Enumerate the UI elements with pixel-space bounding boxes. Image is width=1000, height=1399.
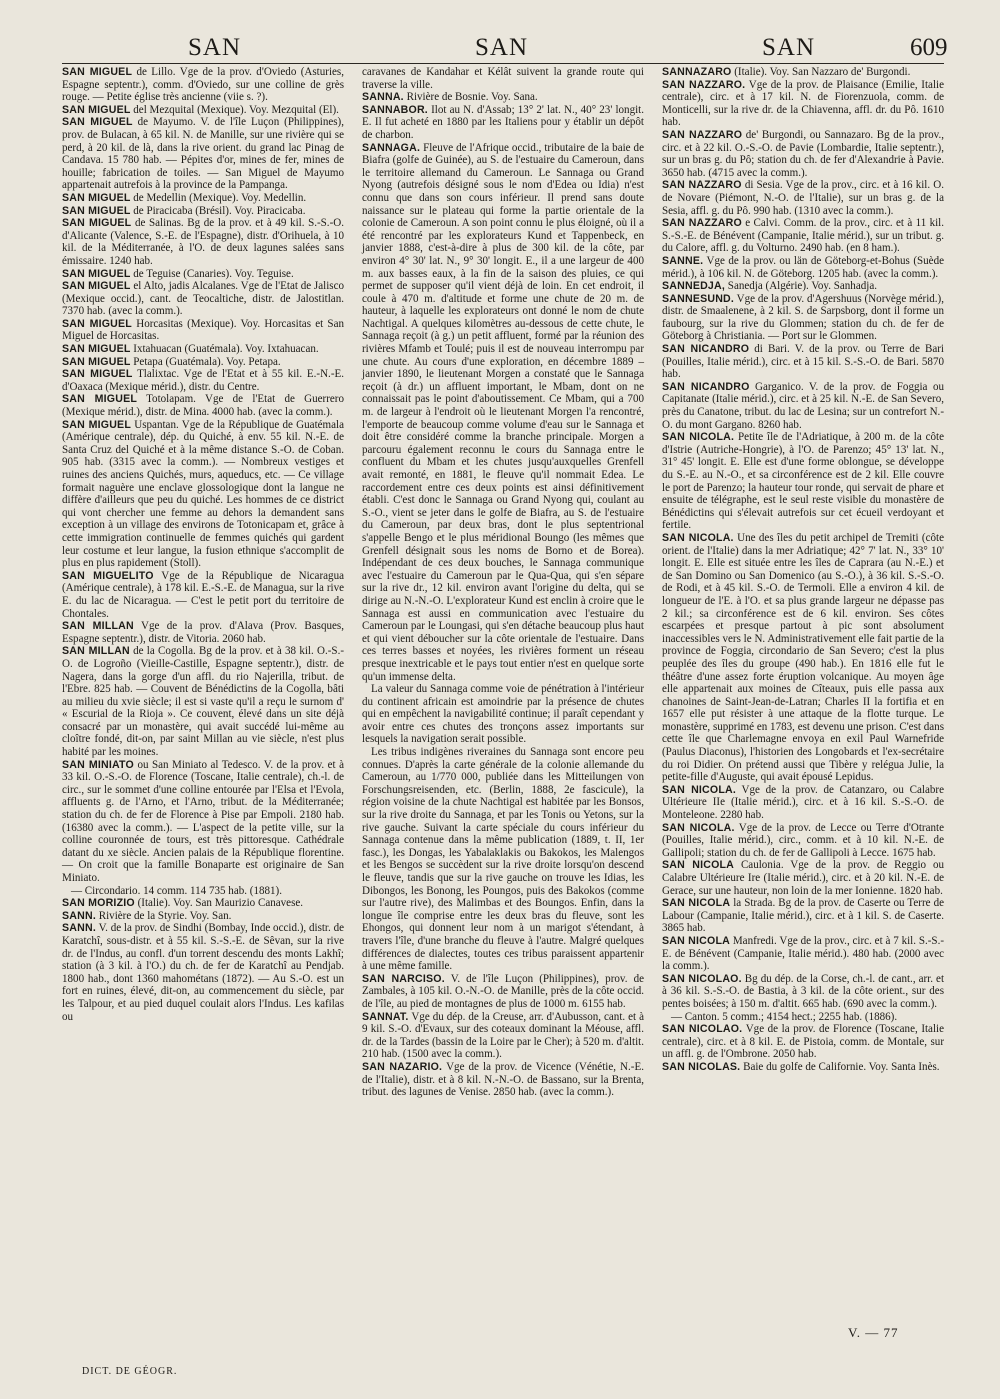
running-head-right: SAN: [762, 34, 816, 61]
entry-text: Vge de la prov. de Florence (Toscane, Italie centrale), circ. et à 8 kil. E. de Pistoia, comm. de Montale, sur un affl. g. de l'Ombrone. 2050 hab.: [662, 1023, 945, 1061]
entry-text: Petite île de l'Adriatique, à 200 m. de la côte d'Istrie (Autriche-Hongrie), à l'O. de Parenzo; 45° 13' lat. N., 31° 45' longit. E. Elle est d'une forme oblongue, se développe du S.-E. au N.-O., et sa circonférence est de 2 kil. Elle couvre le port de Parenzo; la hauteur tour ronde, qui servait de phare et ensuite de télégraphe, est le seul reste visible du monastère de Bénédictins qui s'élevait autrefois sur cet écueil verdoyant et fertile.: [662, 431, 945, 532]
entry-headword: SAN MIGUEL: [62, 191, 131, 204]
entry-headword: SAN MIGUEL: [62, 103, 131, 116]
entry-text: Vge de la prov. de Vicence (Vénétie, N.-E. de l'Italie), distr. et à 8 kil. N.-N.-O. de Bassano, sur la Brenta, tribut. des lagunes de Venise. 2850 hab. (avec la comm.).: [362, 1060, 644, 1099]
dictionary-entry: [362, 91, 644, 104]
entry-text: de Salinas. Bg de la prov. et à 49 kil. S.-S.-O. d'Alicante (Valence, S.-E. de l'Espagne), distr. d'Orihuela, à 10 kil. de la Méditerranée, à l'O. de deux lagunes salées sans émissaire. 1240 hab.: [62, 217, 344, 267]
entry-headword: SAN MIGUEL: [62, 418, 131, 431]
entry-text: Les tribus indigènes riveraines du Sannaga sont encore peu connues. D'après la carte générale de la colonie allemande du Cameroun, au 1/770 000, publiée dans les Mitteilungen von Forschungsreisenden, etc. (Berlin, 1888, 2e fascicule), la région voisine de la chute Nachtigal est habitée par les Bonsos, sur la rive droite du Sannaga, et par les Tonis ou Yetons, sur la rive gauche. Suivant la carte spéciale du cours inférieur du Sannaga contenue dans la même publication (1889, t. II, 1er fasc.), les Dongas, les Yabalaklakis ou Bakokos, les Malengos et les Bengos se succèdent sur la rive droite lorsqu'on descend le fleuve, tandis que sur la rive gauche on trouve les Idias, les Dibongos, les Bonong, les Poungos, puis des Bakokos (comme sur l'autre rive), des Malimbas et des Boungos. Enfin, dans la longue île comprise entre les deux bras du fleuve, sont les Ehongos, qui donnent leur nom à un marigot s'étendant, à travers l'île, d'une branche du fleuve à l'autre. Malgré quelques différences de dialectes, toutes ces tribus paraissent appartenir à une même famille.: [362, 746, 644, 973]
entry-headword: SAN NICOLA.: [662, 783, 737, 796]
dictionary-entry: [62, 268, 344, 281]
entry-headword: SANNAGA.: [362, 141, 421, 154]
dictionary-entry: [662, 66, 944, 79]
dictionary-entry: [362, 973, 644, 1011]
entry-text: Horcasitas (Mexique). Voy. Horcasitas et San Miguel de Horcasitas.: [62, 317, 344, 343]
entry-text: Vge de la prov. ou län de Göteborg-et-Bohus (Suède mérid.), à 106 kil. N. de Göteborg. 1205 hab. (avec la comm.).: [662, 254, 944, 280]
entry-text: (Italie). Voy. San Maurizio Canavese.: [137, 897, 304, 910]
entry-headword: SAN MIGUEL: [62, 355, 131, 368]
entry-headword: SANNA.: [362, 91, 404, 104]
dictionary-entry: [362, 1011, 644, 1061]
entry-headword: SAN NICOLA.: [662, 821, 735, 834]
entry-headword: SAN MIGUEL: [62, 317, 132, 330]
entry-headword: SAN NICOLAO.: [662, 972, 742, 985]
entry-headword: SAN NICOLA.: [662, 431, 735, 444]
page-number: 609: [910, 34, 948, 61]
entry-headword: SAN NARCISO.: [362, 972, 445, 985]
dictionary-entry: [62, 897, 344, 910]
entry-headword: SANNAZARO: [662, 66, 732, 78]
dictionary-entry: [62, 759, 344, 885]
dictionary-entry: [62, 343, 344, 356]
entry-headword: SAN NAZZARO: [662, 217, 742, 230]
entry-text: Vge de la prov. de Lecce ou Terre d'Otrante (Pouilles, Italie mérid.), circ., comm. et à 10 kil. N.-E. de Gallipoli; station du ch. de fer de Gallipoli à Lecce. 1675 hab.: [662, 821, 944, 859]
entry-text: Tlalixtac. Vge de l'Etat et à 55 kil. E.-N.-E. d'Oaxaca (Mexique mérid.), distr. du Centre.: [62, 368, 345, 393]
entry-text: de Piracicaba (Brésil). Voy. Piracicaba.: [133, 204, 306, 217]
dictionary-entry: [662, 217, 944, 255]
entry-text: del Mezquital (Mexique). Voy. Mezquital (El).: [133, 103, 339, 116]
dictionary-entry: [362, 142, 644, 684]
entry-text: el Alto, jadis Alcalanes. Vge de l'Etat de Jalisco (Mexique occid.), cant. de Teocaltiche, distr. de Jalostitlan. 7370 hab. (avec la comm.).: [62, 280, 344, 318]
entry-text: La valeur du Sannaga comme voie de pénétration à l'intérieur du continent africain est amoindrie par la présence de chutes qui en empêchent la navigabilité continue; il paraît cependant y avoir entre ces chutes des tronçons assez importants sur lesquels la navigation serait possible.: [362, 683, 644, 746]
entry-headword: SANNE.: [662, 254, 704, 267]
entry-text: Ixtahuacan (Guatémala). Voy. Ixtahuacan.: [133, 343, 319, 356]
dictionary-entry: [662, 784, 944, 822]
entry-text: Caulonia. Vge de la prov. de Reggio ou Calabre Ultérieure Ire (Italie mérid.), circ. et à 20 kil. N.-E. de Gerace, sur une hauteur, non loin de la mer Ionienne. 1820 hab.: [662, 859, 945, 897]
entry-text: Petapa (Guatémala). Voy. Petapa.: [133, 355, 281, 368]
entry-headword: SAN NICOLA.: [662, 531, 734, 544]
dictionary-entry: [62, 116, 344, 192]
entry-headword: SAN NICOLA: [662, 934, 730, 947]
dictionary-entry: [362, 683, 644, 746]
entry-headword: SAN NICOLA: [662, 859, 735, 872]
entry-text: Vge de la prov. de Plaisance (Emilie, Italie centrale), circ. et à 17 kil. N. de Fiorenzuola, comm. de Monticelli, sur la rive dr. de la Chiavenna, affl. dr. du Pô. 1610 hab.: [662, 78, 944, 129]
text-column-right: [662, 66, 944, 1074]
entry-text: Fleuve de l'Afrique occid., tributaire de la baie de Biafra (golfe de Guinée), au S. de l'estuaire du Cameroun, dans le territoire allemand du Cameroun. Le Sannaga ou Grand Nyong (autrefois désigné sous le nom d'Edea ou Idia) n'est connu que dans son cours inférieur. Il prend sans doute naissance sur le plateau qui forme la partie orientale de la colonie de Cameroun. A son point connu le plus éloigné, où il a été rencontré par les explorateurs Kund et Tappenbeck, en janvier 1888, c'est-à-dire à plus de 300 kil. de la côte, par environ 4° 30' lat. N., 9° 30' longit. E., il a une largeur de 400 m. aux basses eaux, à la fin de la saison des pluies, ce qui permet de supposer qu'il vient déjà de loin. En cet endroit, il coule à 470 m. d'altitude et forme une chute de 20 m. de hauteur, à laquelle les explorateurs ont donné le nom de chute Nachtigal. A quelques kilomètres au-dessous de cette chute, le Sannaga reçoit (à g.) un petit affluent, formé par la réunion des rivières Mfamb et Toulé; puis il est de nouveau interrompu par une chute. Au cours d'une exploration, en décembre 1889 – janvier 1890, le lieutenant Morgen a constaté que le Sannaga reçoit (à dr.) un affluent important, le Mbam, dont on ne connaissait pas le point d'aboutissement. Ce Mbam, qui a 700 m. de largeur à l'endroit où le lieutenant Morgen l'a rencontré, l'emporte de beaucoup comme volume d'eau sur le Sannaga et doit être considéré comme la branche principale. Morgen a parcouru également reconnu le cours du Sannaga entre le confluent du Mbam et les chutes jusqu'auxquelles Grenfell avait remonté, en 1881, le fleuve qu'il nommait Edea. Le raccordement entre ces deux points est ainsi définitivement établi. C'est donc le Sannaga ou Grand Nyong qui, coulant au S.-O., vient se jeter dans le golfe de Biafra, au S. de l'estuaire du Cameroun, par deux bras, dont le plus septentrional s'appelle Bengo et le plus méridional Boungo (les mêmes que Grenfell désignait sous les noms de Borno et de Borea). Indépendant de ces deux bouches, le Sannaga communique avec l'estuaire du Cameroun par le Qua-Qua, qui s'en sépare sur la rive dr., 12 kil. environ avant l'origine du delta, qui se dirige au N.-N.-O. L'explorateur Kund est enclin à croire que le Sannaga est aussi en communication avec l'estuaire du Cameroun par le Loungasi, qui s'en détache beaucoup plus haut et qui vient déboucher sur la côte orientale de l'estuaire. Dans ces terres basses et noyées, les rivières forment un réseau presque inextricable et le pays tout entier n'est en quelque sorte qu'un immense delta.: [362, 141, 644, 683]
entry-headword: SAN NAZZARO: [662, 128, 743, 141]
dictionary-entry: [662, 935, 944, 973]
dictionary-entry: [62, 393, 344, 418]
entry-text: la Strada. Bg de la prov. de Caserte ou Terre de Labour (Campanie, Italie mérid.), circ. et à 1 kil. S. de Caserte. 3865 hab.: [662, 897, 944, 935]
entry-headword: SANN.: [62, 909, 96, 922]
entry-headword: SANNABOR.: [362, 103, 428, 116]
dictionary-entry: [662, 179, 944, 217]
dictionary-entry: [662, 897, 944, 935]
entry-text: Totolapam. Vge de l'Etat de Guerrero (Mexique mérid.), distr. de Mina. 4000 hab. (avec la comm.).: [62, 393, 344, 419]
dictionary-entry: [62, 910, 344, 923]
entry-text: Ilot au N. d'Assab; 13° 2' lat. N., 40° 23' longit. E. Il fut acheté en 1880 par les Italiens pour y établir un dépôt de charbon.: [362, 103, 644, 141]
entry-text: ou San Miniato al Tedesco. V. de la prov. et à 33 kil. O.-S.-O. de Florence (Toscane, Italie centrale), ch.-l. de circ., sur le sommet d'une colline entourée par l'Elsa et l'Evola, affluents g. de l'Arno, et l'Arno, tribut. de la Méditerranée; station du ch. de fer de Florence à Pise par Empoli. 2180 hab. (16380 avec la comm.). — L'aspect de la petite ville, sur la colline couronnée de tours, est très pittoresque. Cathédrale datant du xe siècle. Ancien palais de la République florentine. — On croit que la famille Bonaparte est originaire de San Miniato.: [62, 758, 344, 884]
entry-text: Uspantan. Vge de la République de Guatémala (Amérique centrale), dép. du Quiché, à env. 55 kil. N.-E. de Santa Cruz del Quiché et à la même distance S.-O. de Coban. 905 hab. (3315 avec la comm.). — Nombreux vestiges et ruines des anciens Quichés, murs, aqueducs, etc. — Ce village formait naguère une enclave glossologique dont la langue ne diffère d'ailleurs que peu du quiché. Les hommes de ce district qui vont chercher une femme au dehors la demandent sans exception à un village des environs de Totonicapam et, grâce à cette immigration continuelle de femmes quichés qui gardent leur costume et leur langue, la fusion ethnique s'accomplit de plus en plus rapidement (Stoll).: [62, 418, 345, 570]
entry-headword: SAN MIGUEL: [62, 368, 133, 381]
dictionary-entry: [662, 1011, 944, 1024]
entry-text: (Italie). Voy. San Nazzaro de' Burgondi.: [734, 66, 911, 78]
entry-headword: SANNEDJA,: [662, 280, 726, 293]
entry-headword: SANN.: [62, 922, 96, 935]
footer-title: DICT. DE GÉOGR.: [82, 1366, 178, 1377]
entry-headword: SAN NICOLAS.: [662, 1060, 741, 1073]
text-column-middle: [362, 66, 644, 1099]
dictionary-entry: [62, 570, 344, 620]
entry-text: e Calvi. Comm. de la prov., circ. et à 11 kil. S.-S.-E. de Bénévent (Campanie, Italie mérid.), sur un tribut. g. du Calore, affl. g. du Volturno. 2490 hab. (en 8 ham.).: [662, 217, 945, 255]
dictionary-entry: [62, 104, 344, 117]
dictionary-entry: [362, 104, 644, 142]
running-header: [0, 28, 1000, 68]
entry-headword: SAN NAZZARO.: [662, 78, 746, 91]
entry-text: Rivière de Bosnie. Voy. Sana.: [406, 91, 538, 104]
entry-headword: SANNAT.: [362, 1010, 409, 1023]
entry-headword: SAN MIGUEL: [62, 393, 138, 406]
entry-headword: SANNESUND.: [662, 292, 735, 305]
entry-text: Vge du dép. de la Creuse, arr. d'Aubusson, cant. et à 9 kil. S.-O. d'Evaux, sur des coteaux dominant la Méouse, affl. dr. de la Tardes (bassin de la Loire par le Cher); à 520 m. d'altit. 210 hab. (1500 avec la comm.).: [362, 1010, 644, 1061]
signature-mark: V. — 77: [848, 1325, 899, 1340]
dictionary-entry: [662, 343, 944, 381]
entry-text: Une des îles du petit archipel de Tremiti (côte orient. de l'Italie) dans la mer Adriatique; 42° 7' lat. N., 33° 10' longit. E. Elle est située entre les îles de Caprara (au N.-E.) et de San Domino ou San Domenico (au S.-O.), à 36 kil. S.-S.-O. de Rodi, et à 45 kil. S.-O. de Termoli. Elle a environ 4 kil. de longueur de l'E. à l'O. et sa plus grande largeur ne dépasse pas 2 kil.; sa circonférence est de 6 kil. environ. Ses côtes escarpées et presque partout à pic sont absolument inaccessibles vers le N. Administrativement elle fait partie de la province de Foggia, circondario de San Severo; c'est la plus peuplée des îles du groupe (490 hab.). En 1816 elle fut le théâtre d'une assez forte éruption volcanique. Au moyen âge elle appartenait aux moines de Cîteaux, puis elle passa aux chanoines de Saint-Jean-de-Latran; Charles II la fortifia et en 1657 elle put résister à une attaque de la flotte turque. Le monastère, supprimé en 1783, est devenu une prison. C'est dans cette île que Charlemagne envoya en exil Paul Warnefride (Paulus Diaconus), l'historien des Longobards et l'ex-secrétaire du roi Didier. On prétend aussi que Tibère y relégua Julie, la petite-fille d'Auguste, qui avait épousé Lepidus.: [662, 531, 945, 784]
dictionary-entry: [662, 381, 944, 431]
entry-headword: SAN MIGUEL: [62, 217, 132, 230]
entry-headword: SAN MILLAN: [62, 620, 134, 633]
entry-text: Vge de la prov. d'Alava (Prov. Basques, Espagne septentr.), distr. de Vitoria. 2060 hab.: [62, 620, 344, 645]
entry-text: Sanedja (Algérie). Voy. Sanhadja.: [727, 280, 877, 293]
entry-text: di Bari. V. de la prov. ou Terre de Bari (Pouilles, Italie mérid.), circ. et à 15 kil. S.-S.-O. de Bari. 5870 hab.: [662, 343, 944, 381]
entry-text: Manfredi. Vge de la prov., circ. et à 7 kil. S.-S.-E. de Bénévent (Campanie, Italie mérid.). 480 hab. (2000 avec la comm.).: [662, 934, 945, 973]
entry-text: V. de la prov. de Sindhi (Bombay, Inde occid.), distr. de Karatchî, sous-distr. et à 55 kil. S.-S.-E. de Sêvan, sur la rive dr. de l'Indus, au confl. d'un torrent descendu des monts Lakhî; station (à 3 kil. à l'O.) du ch. de fer de Karatchî au Pendjab. 1800 hab., dont 1360 mahométans (1872). — Au S.-O. est un fort en ruines, élevé, dit-on, au commencement du siècle, par les Talpour, et au pied duquel coulait alors l'Indus. Les kafilas ou: [62, 922, 344, 1023]
dictionary-entry: [62, 885, 344, 898]
dictionary-entry: [62, 318, 344, 343]
entry-text: Vge de la République de Nicaragua (Amérique centrale), à 178 kil. E.-S.-E. de Managua, sur la rive E. du lac de Nicaragua. — C'est le petit port du territoire de Chontales.: [62, 569, 344, 620]
dictionary-entry: [62, 66, 344, 104]
dictionary-entry: [62, 280, 344, 318]
entry-text: Baie du golfe de Californie. Voy. Santa Inès.: [743, 1060, 940, 1073]
entry-text: Vge de la prov. de Catanzaro, ou Calabre Ultérieure IIe (Italie mérid.), circ. et à 16 kil. S.-S.-O. de Monteleone. 2280 hab.: [662, 783, 944, 822]
entry-headword: SAN MIGUEL: [62, 267, 131, 280]
dictionary-entry: [662, 859, 944, 897]
dictionary-entry: [62, 368, 344, 393]
dictionary-entry: [662, 280, 944, 293]
entry-text: V. de l'île Luçon (Philippines), prov. de Zambales, à 105 kil. O.-N.-O. de Manille, près de la côte occid. de l'île, au pied de montagnes de plus de 1000 m. 6155 hab.: [362, 972, 644, 1010]
entry-headword: SAN MILLAN: [62, 645, 130, 658]
entry-headword: SAN NAZARIO.: [362, 1060, 443, 1073]
entry-text: di Sesia. Vge de la prov., circ. et à 16 kil. O. de Novare (Piémont, N.-O. de l'Italie), sur un bras g. de la Sesia, affl. g. du Pô. 990 hab. (1310 avec la comm.).: [662, 179, 944, 217]
entry-text: — Circondario. 14 comm. 114 735 hab. (1881).: [71, 884, 282, 897]
entry-text: Rivière de la Styrie. Voy. San.: [98, 909, 232, 922]
entry-headword: SAN MIGUEL: [62, 280, 131, 293]
entry-text: de Lillo. Vge de la prov. d'Oviedo (Asturies, Espagne septentr.), comm. d'Oviedo, sur une colline de grès rouge. — Petite église très ancienne (viie s. ?).: [62, 66, 344, 104]
entry-headword: SAN MIGUELITO: [62, 569, 154, 582]
entry-headword: SAN NICOLAO.: [662, 1023, 743, 1036]
running-head-left: SAN: [188, 34, 242, 61]
entry-text: caravanes de Kandahar et Kélât suivent la grande route qui traverse la ville.: [362, 66, 644, 91]
entry-headword: SAN MIGUEL: [62, 343, 131, 356]
dictionary-entry: [662, 293, 944, 343]
dictionary-entry: [662, 79, 944, 129]
entry-headword: SAN NICANDRO: [662, 343, 750, 356]
entry-headword: SAN MIGUEL: [62, 116, 133, 129]
entry-text: de Mayumo. V. de l'île Luçon (Philippines), prov. de Bulacan, à 65 kil. N. de Manille, sur une rivière qui se perd, à 20 kil. de là, dans la rive orient. du grand lac Pinag de Candava. 15 780 hab. — Pépites d'or, mines de fer, mines de houille; fabrication de toiles. — San Miguel de Mayumo appartenait autrefois à la province de la Pampanga.: [62, 116, 344, 192]
entry-headword: SAN NAZZARO: [662, 179, 742, 192]
entry-text: de Medellin (Mexique). Voy. Medellin.: [133, 191, 307, 204]
entry-headword: SAN MORIZIO: [62, 897, 135, 910]
entry-headword: SAN NICANDRO: [662, 380, 750, 393]
dictionary-entry: [62, 356, 344, 369]
dictionary-entry: [362, 66, 644, 91]
entry-headword: SAN MIGUEL: [62, 66, 133, 78]
dictionary-entry: [662, 255, 944, 280]
dictionary-entry: [62, 922, 344, 1023]
dictionary-entry: [662, 822, 944, 860]
text-column-left: [62, 66, 344, 1023]
entry-headword: SAN NICOLA: [662, 897, 731, 910]
entry-text: de la Cogolla. Bg de la prov. et à 38 kil. O.-S.-O. de Logroño (Vieille-Castille, Espagne septentr.), distr. de Nagera, dans la gorge d'un affl. du rio Najerilla, tribut. de l'Ebre. 825 hab. — Couvent de Bénédictins de la Cogolla, bâti au milieu du xvie siècle; il est si vaste qu'il a reçu le surnom d' « Escurial de la Rioja ». Ce couvent, élevé dans un site déjà consacré par un monastère, qui avait succédé lui-même au cloître fondé, dit-on, par saint Millan au vie siècle, n'est plus habité par les moines.: [62, 645, 345, 759]
entry-headword: SAN MINIATO: [62, 758, 134, 771]
running-head-center: SAN: [475, 34, 529, 61]
dictionary-entry: [662, 973, 944, 1011]
dictionary-entry: [662, 532, 944, 784]
dictionary-entry: [362, 746, 644, 973]
entry-text: Vge de la prov. d'Agershuus (Norvège mérid.), distr. de Smaalenene, à 2 kil. S. de Sarpsborg, dont il forme un faubourg, sur la rive du Glommen; station du ch. de fer de Göteborg à Christiania. — Port sur le Glommen.: [662, 292, 944, 343]
dictionary-entry: [662, 1023, 944, 1061]
dictionary-entry: [662, 431, 944, 532]
entry-text: de' Burgondi, ou Sannazaro. Bg de la prov., circ. et à 22 kil. O.-S.-O. de Pavie (Lombardie, Italie septentr.), sur un bras g. du Pô; station du ch. de fer d'Alexandrie à Pavie. 3650 hab. (4715 avec la comm.).: [662, 128, 944, 179]
header-rule: [62, 63, 944, 64]
dictionary-entry: [62, 192, 344, 205]
entry-text: — Canton. 5 comm.; 4154 hect.; 2255 hab. (1886).: [671, 1010, 898, 1023]
entry-headword: SAN MIGUEL: [62, 204, 131, 217]
entry-text: Garganico. V. de la prov. de Foggia ou Capitanate (Italie mérid.), circ. et à 25 kil. N.-E. de San Severo, près du Canatone, tribut. du lac de Lesina; sur un contrefort N.-O. du mont Gargano. 8260 hab.: [662, 380, 945, 431]
dictionary-entry: [62, 645, 344, 758]
dictionary-entry: [662, 1061, 944, 1074]
entry-text: de Teguise (Canaries). Voy. Teguise.: [133, 267, 294, 280]
dictionary-entry: [62, 620, 344, 645]
dictionary-entry: [62, 419, 344, 570]
entry-text: Bg du dép. de la Corse, ch.-l. de cant., arr. et à 36 kil. S.-S.-O. de Bastia, à 3 kil. de la côte orient., sur des pentes boisées; à 150 m. d'altit. 665 hab. (690 avec la comm.).: [662, 972, 945, 1010]
dictionary-entry: [662, 129, 944, 179]
dictionary-entry: [62, 217, 344, 267]
dictionary-entry: [62, 205, 344, 218]
dictionary-entry: [362, 1061, 644, 1099]
